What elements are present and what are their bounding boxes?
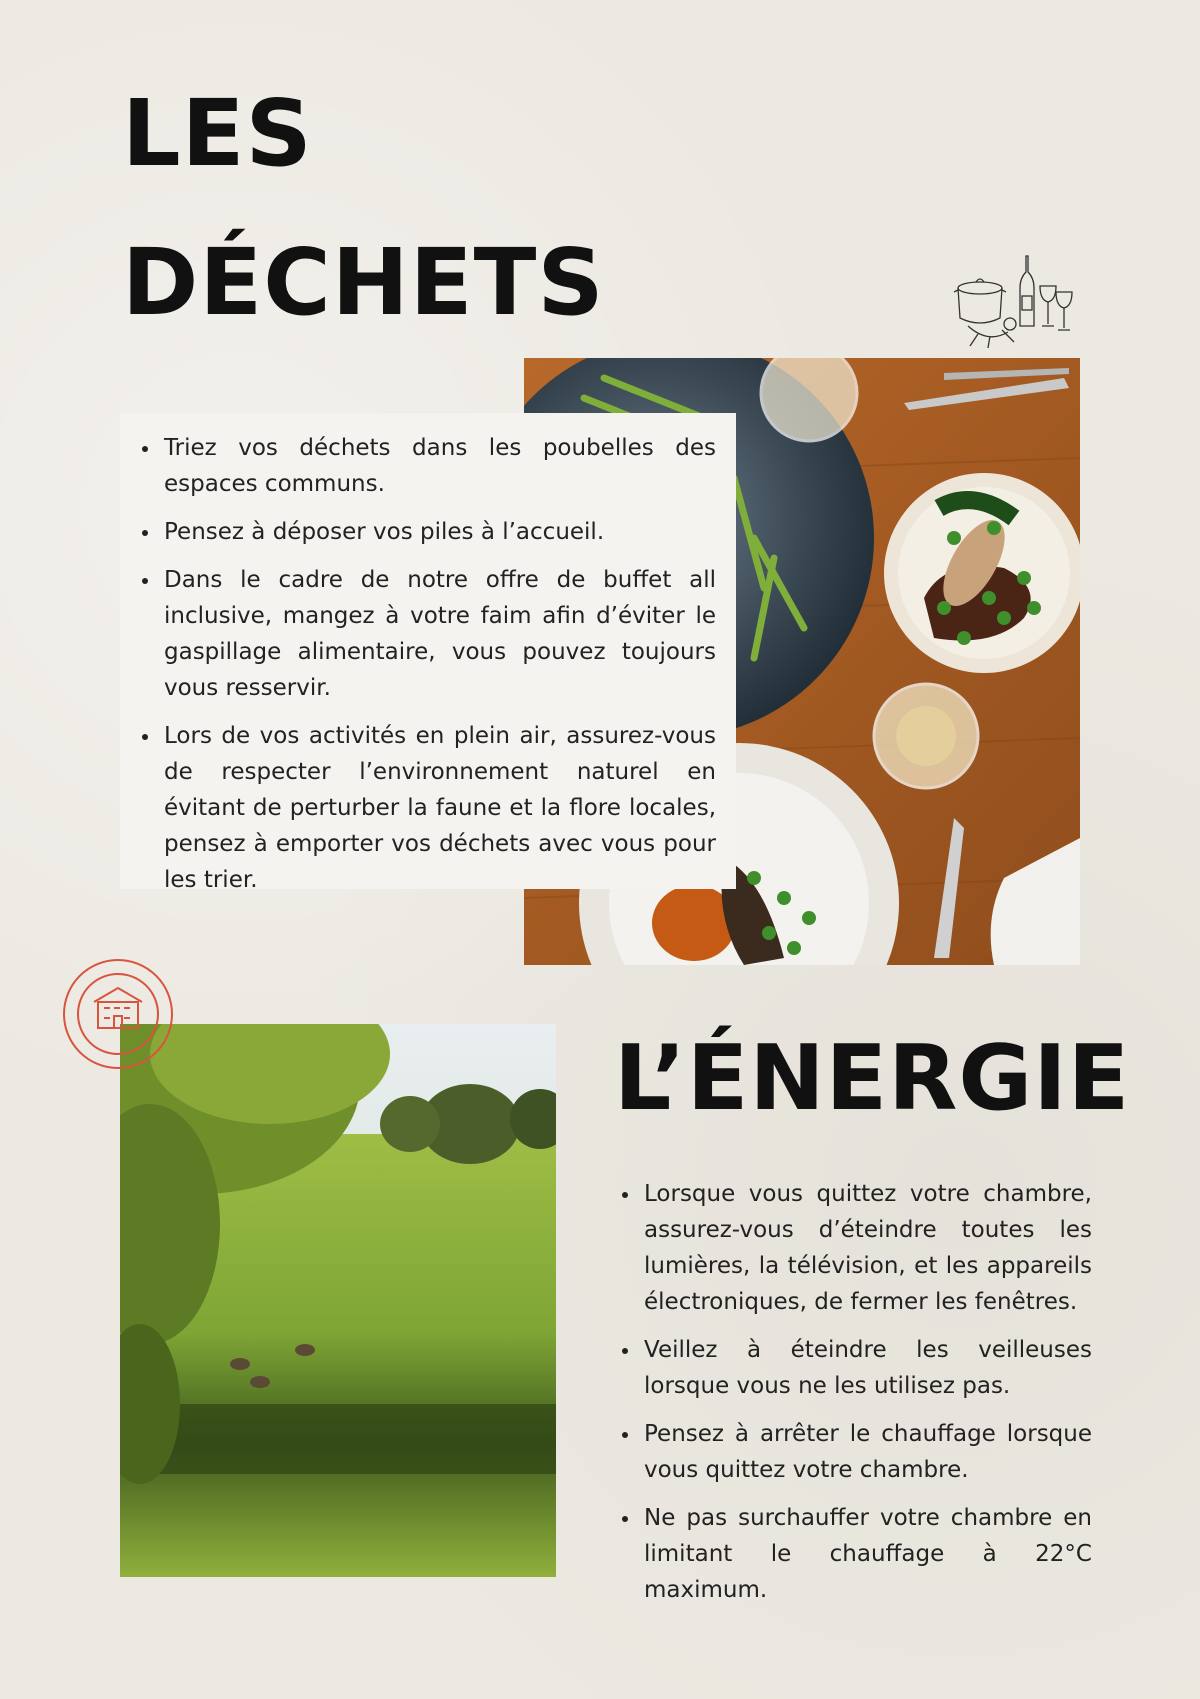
energie-item: Lorsque vous quittez votre chambre, assurez-vous d’éteindre toutes les lumières, la télévision, et les appareils électroniques, de fermer les fenêtres. <box>600 1176 1092 1320</box>
dechets-item: Pensez à déposer vos piles à l’accueil. <box>120 514 716 550</box>
section-title-energie: L’ÉNERGIE <box>614 1026 1131 1131</box>
dechets-item: Dans le cadre de notre offre de buffet all inclusive, mangez à votre faim afin d’éviter le gaspillage alimentaire, vous pouvez toujours vous resservir. <box>120 562 716 706</box>
energie-list <box>600 1176 1092 1620</box>
dechets-list <box>120 430 716 910</box>
dechets-item: Lors de vos activités en plein air, assurez-vous de respecter l’environnement naturel en évitant de perturber la faune et la flore locales, pensez à emporter vos déchets avec vous pour les trier. <box>120 718 716 898</box>
dechets-item: Triez vos déchets dans les poubelles des espaces communs. <box>120 430 716 502</box>
section-title-dechets-line1: LES <box>122 80 313 187</box>
field-ducks-image <box>120 1024 556 1577</box>
kitchenware-sketch-illustration <box>948 248 1076 348</box>
energie-item: Veillez à éteindre les veilleuses lorsque vous ne les utilisez pas. <box>600 1332 1092 1404</box>
energie-item: Pensez à arrêter le chauffage lorsque vous quittez votre chambre. <box>600 1416 1092 1488</box>
field-ducks-photo <box>120 1024 556 1577</box>
hotel-stamp-logo <box>60 956 176 1072</box>
section-title-dechets-line2: DÉCHETS <box>122 229 605 336</box>
energie-item: Ne pas surchauffer votre chambre en limitant le chauffage à 22°C maximum. <box>600 1500 1092 1608</box>
